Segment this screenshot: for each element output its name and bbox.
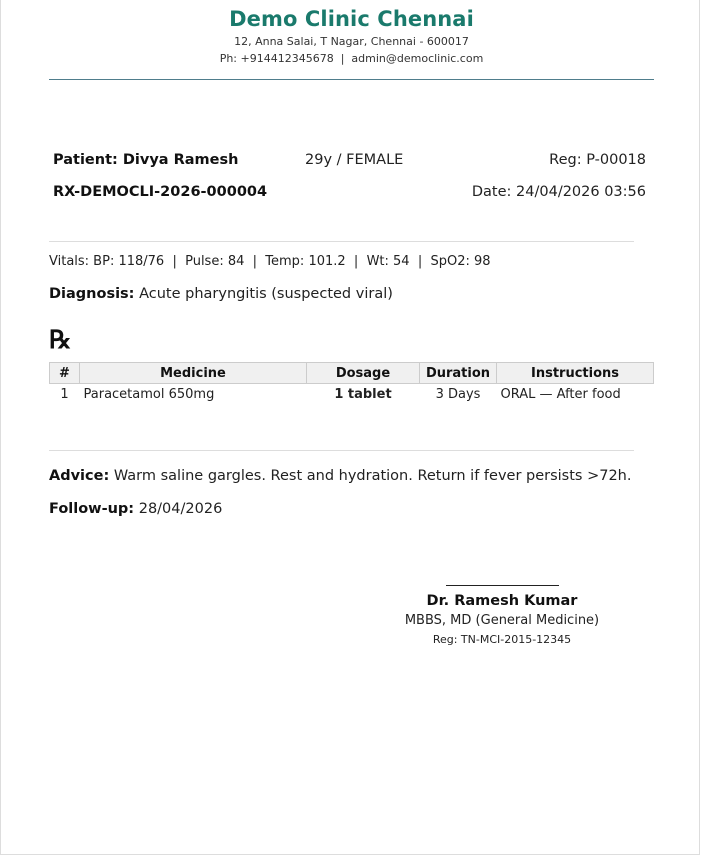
row-dosage: 1 tablet [334, 386, 392, 402]
patient-name: Patient: Divya Ramesh [53, 152, 239, 168]
doctor-reg: Reg: TN-MCI-2015-12345 [432, 633, 572, 646]
section-divider [49, 241, 634, 242]
patient-age-gender: 29y / FEMALE [305, 152, 404, 168]
header-medicine: Medicine [80, 363, 307, 384]
row-instructions: ORAL — After food [500, 386, 621, 402]
row-medicine: Paracetamol 650mg [83, 386, 215, 402]
header-num: # [50, 363, 80, 384]
medicine-table-header [50, 363, 654, 384]
rx-icon: ℞ [49, 325, 72, 354]
clinic-contact: Ph: +914412345678 | admin@democlinic.com [219, 52, 484, 65]
followup-label: Follow-up: [49, 501, 135, 517]
table-row [50, 384, 654, 405]
row-duration: 3 Days [435, 386, 481, 402]
advice-label: Advice: [49, 468, 110, 484]
row-num: 1 [60, 386, 69, 402]
medicine-table [49, 362, 654, 404]
followup-value: 28/04/2026 [134, 501, 223, 517]
rx-id: RX-DEMOCLI-2026-000004 [53, 184, 268, 200]
header-divider [49, 79, 654, 80]
clinic-address: 12, Anna Salai, T Nagar, Chennai - 600017 [234, 35, 469, 48]
diagnosis-label: Diagnosis: [49, 286, 135, 302]
advice-value: Warm saline gargles. Rest and hydration. Return if fever persists >72h. [109, 468, 632, 484]
clinic-name: Demo Clinic Chennai [229, 7, 474, 31]
doctor-qualification: MBBS, MD (General Medicine) [404, 613, 600, 628]
clinic-header [49, 0, 654, 67]
vitals-line: Vitals: BP: 118/76 | Pulse: 84 | Temp: 101.2 | Wt: 54 | SpO2: 98 [49, 254, 491, 269]
signature-line [446, 585, 559, 586]
advice-line [49, 466, 632, 486]
header-dosage: Dosage [307, 363, 420, 384]
section-divider [49, 450, 634, 451]
diagnosis-line [49, 284, 393, 304]
diagnosis-value: Acute pharyngitis (suspected viral) [134, 286, 393, 302]
followup-line [49, 499, 222, 519]
patient-reg: Reg: P-00018 [549, 152, 646, 168]
doctor-name: Dr. Ramesh Kumar [426, 593, 578, 609]
rx-date: Date: 24/04/2026 03:56 [471, 184, 646, 200]
header-duration: Duration [420, 363, 497, 384]
header-instructions: Instructions [497, 363, 654, 384]
